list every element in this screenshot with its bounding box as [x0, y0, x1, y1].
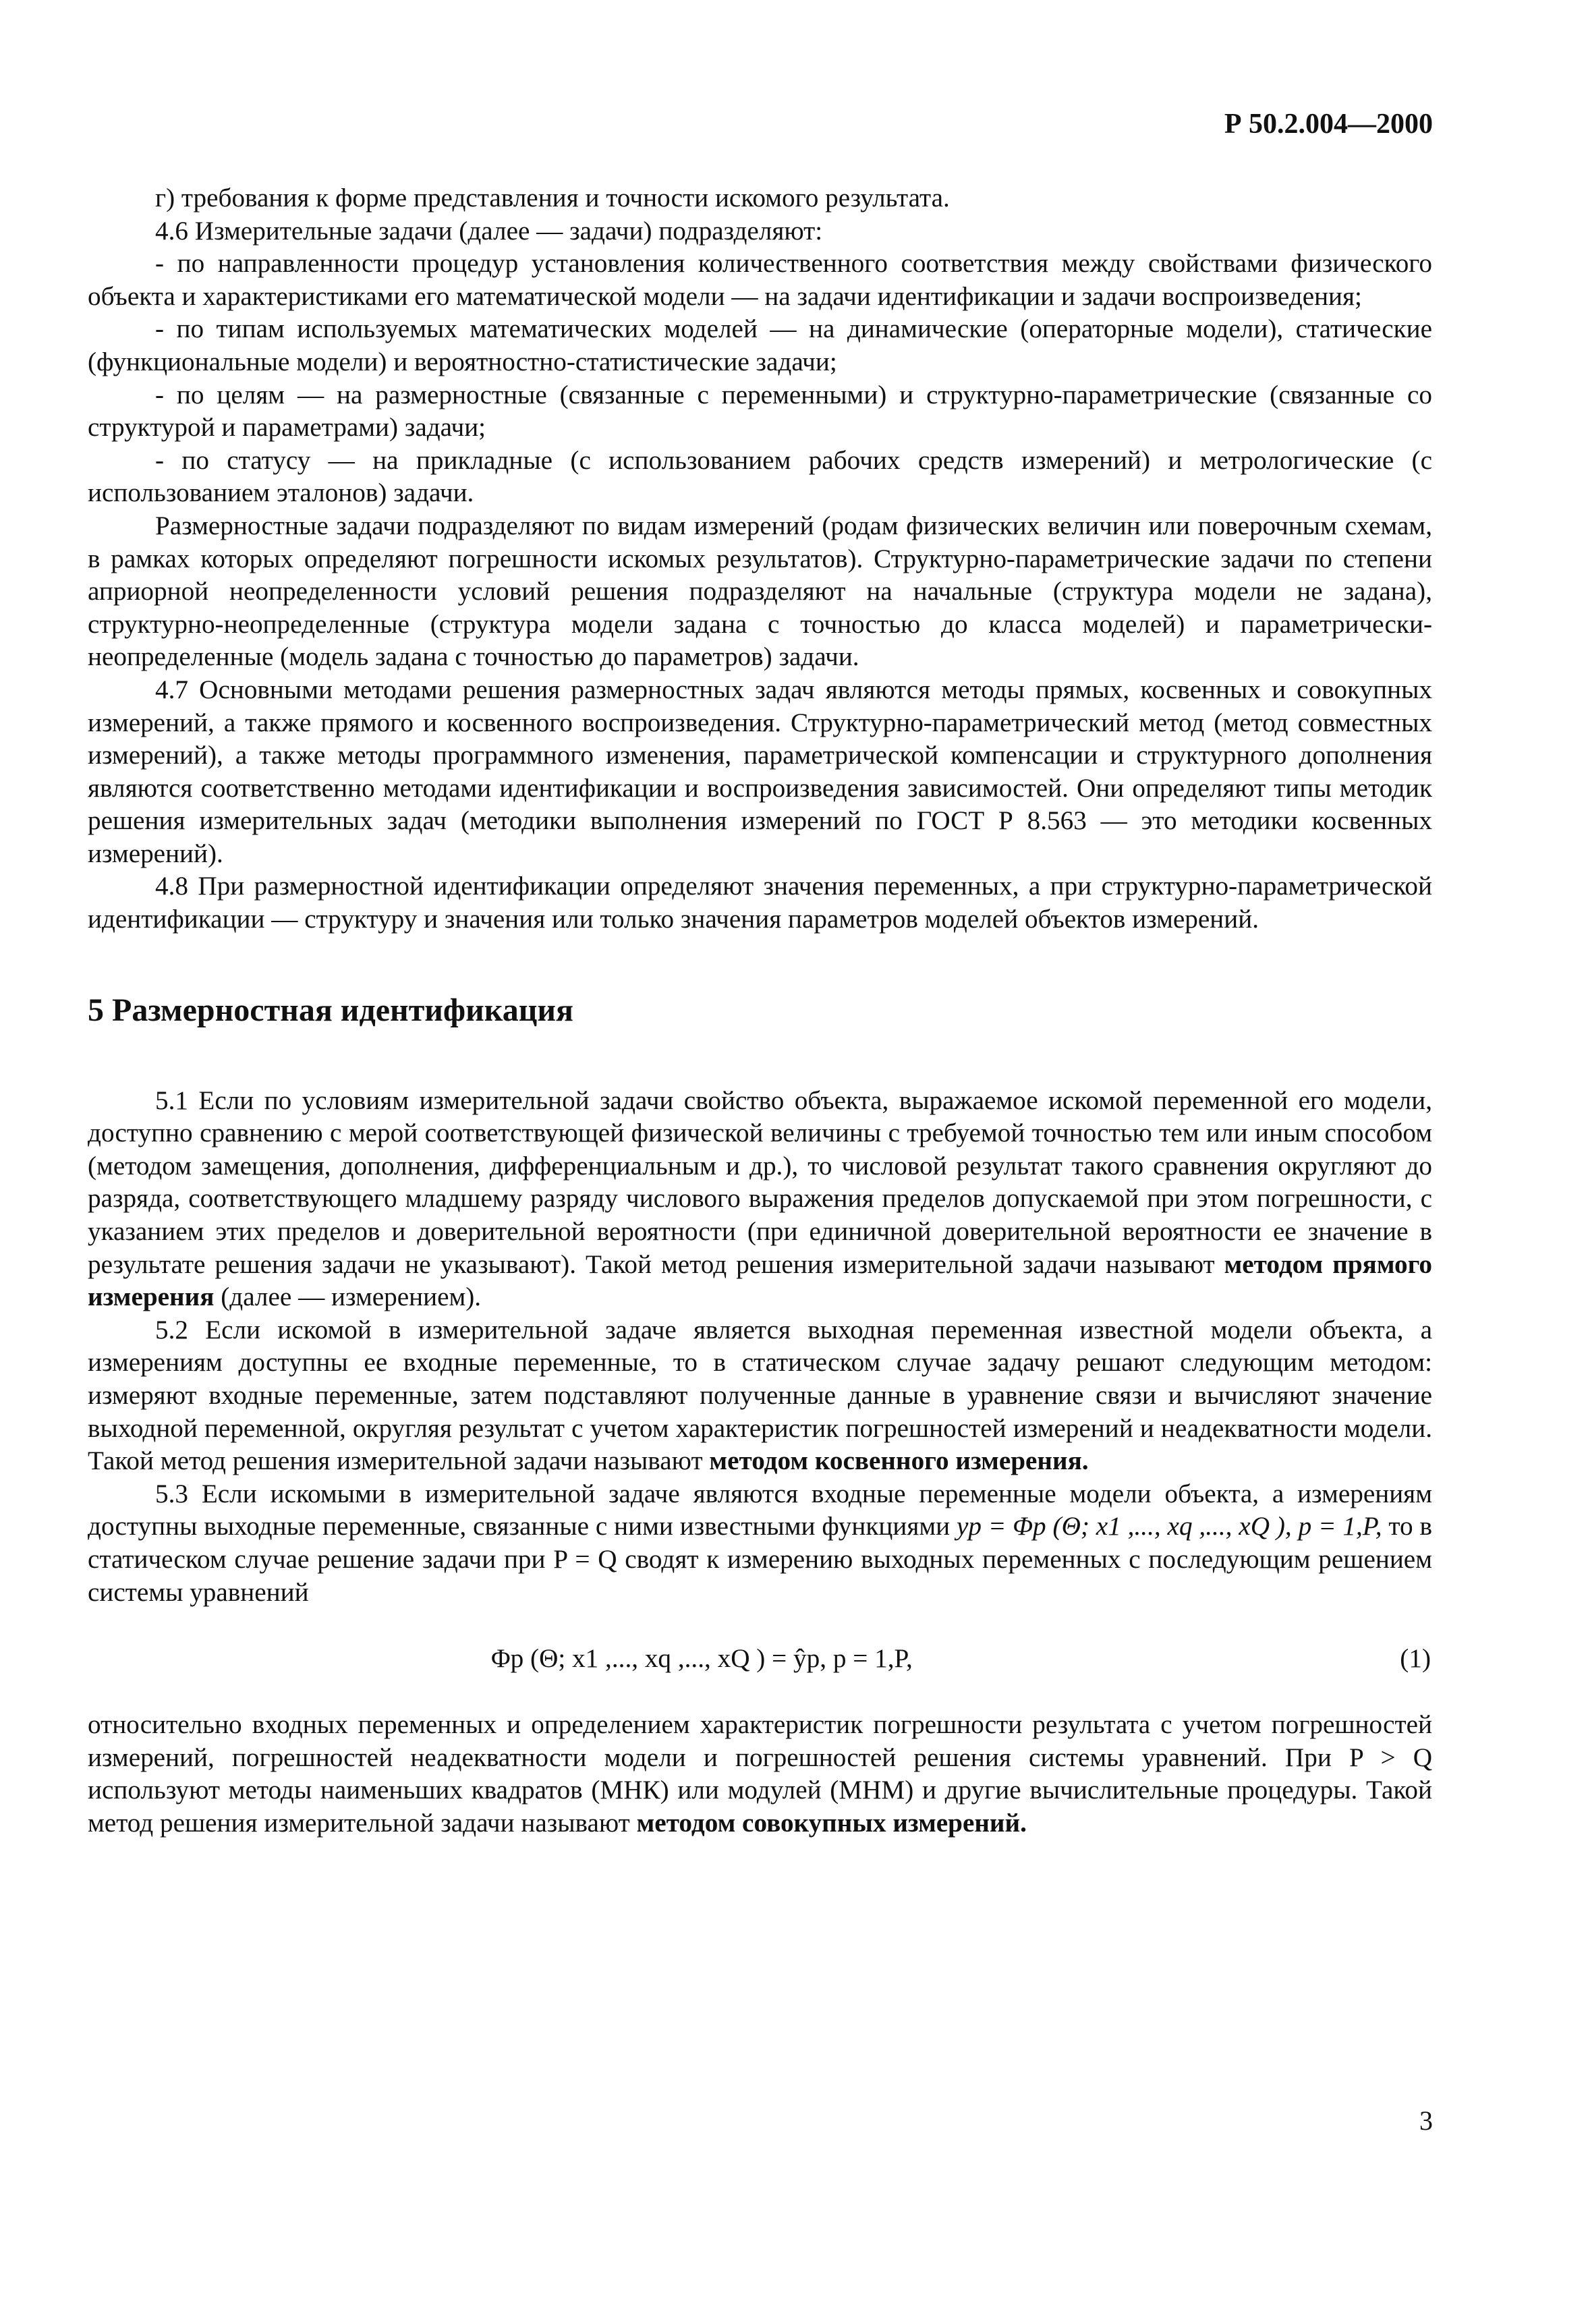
paragraph-dimensional-tasks: Размерностные задачи подразделяют по видам измерений (родам физических величин или поверочным схемам, в рамках которых определяют погрешности искомых результатов). Структурно-параметрические задачи по степени априорной неопределенности условий решения подразделяют на начальные (структура модели не задана), структурно-неопределенные (структура модели задана с точностью до класса моделей) и параметрически-неопределенные (модель задана с точностью до параметров) задачи. [88, 511, 1432, 672]
paragraph-5-3 [88, 1478, 1432, 1609]
paragraph-5-1-text: 5.1 Если по условиям измерительной задачи свойство объекта, выражаемое искомой переменной его модели, доступно сравнению с мерой соответствующей физической величины с требуемой точностью тем или иным способом (методом замещения, дополнения, дифференциальным и др.), то числовой результат такого сравнения округляют до разряда, соответствующего младшему разряду числового выражения пределов допускаемой при этом погрешности, с указанием этих пределов и доверительной вероятности (при единичной доверительной вероятности ее значение в результате решения задачи не указывают). Такой метод решения измерительной задачи называют [88, 1085, 1432, 1279]
paragraph-4-6: 4.6 Измерительные задачи (далее — задачи) подразделяют: [155, 216, 823, 246]
list-item-model-types: - по типам используемых математических моделей — на динамические (операторные модели), статические (функциональные модели) и вероятностно-статистические задачи; [88, 314, 1432, 376]
paragraph-5-2 [88, 1314, 1432, 1478]
paragraph-4-8: 4.8 При размерностной идентификации определяют значения переменных, а при структурно-параметрической идентификации — структуру и значения или только значения параметров моделей объектов измерений. [88, 872, 1432, 934]
document-number: Р 50.2.004—2000 [1224, 109, 1433, 140]
paragraph-5-3-continued [88, 1709, 1432, 1840]
paragraph-5-1 [88, 1085, 1432, 1314]
formula-1: Φp (Θ; x1 ,..., xq ,..., xQ ) = ŷp, p = 1,P, [491, 1644, 913, 1674]
list-item-direction: - по направленности процедур установления количественного соответствия между свойствами физического объекта и характеристиками его математической модели — на задачи идентификации и задачи воспроизведения; [88, 249, 1432, 311]
formula-number: (1) [1400, 1644, 1431, 1674]
formula-row [88, 1622, 1432, 1698]
paragraph-5-1-tail: (далее — измерением). [214, 1282, 482, 1312]
paragraph-5-3-text-1: 5.3 Если искомыми в измерительной задаче являются входные переменные модели объекта, а измерениям доступны выходные переменные, связанные с ними известными функциями [88, 1479, 1432, 1541]
paragraph-5-2-text: 5.2 Если искомой в измерительной задаче является выходная переменная известной модели объекта, а измерениям доступны ее входные переменные, то в статическом случае задачу решают следующим методом: измеряют входные переменные, затем подставляют полученные данные в уравнение связи и вычисляют значение выходной переменной, округляя результат с учетом характеристик погрешностей измерений и неадекватности модели. Такой метод решения измерительной задачи называют [88, 1315, 1432, 1476]
list-item-goals: - по целям — на размерностные (связанные с переменными) и структурно-параметрические (связанные со структурой и параметрами) задачи; [88, 380, 1432, 443]
list-item-status: - по статусу — на прикладные (с использованием рабочих средств измерений) и метрологические (с использованием эталонов) задачи. [88, 445, 1432, 508]
page-number: 3 [1419, 2105, 1433, 2136]
paragraph-4-7: 4.7 Основными методами решения размерностных задач являются методы прямых, косвенных и совокупных измерений, а также прямого и косвенного воспроизведения. Структурно-параметрический метод (метод совместных измерений), а также методы программного изменения, параметрической компенсации и структурного дополнения являются соответственно методами идентификации и воспроизведения зависимостей. Они определяют типы методик решения измерительных задач (методики выполнения измерений по ГОСТ Р 8.563 — это методики косвенных измерений). [88, 675, 1432, 868]
term-aggregate-measurement: методом совокупных измерений. [636, 1808, 1027, 1838]
paragraph-requirements: г) требования к форме представления и точности искомого результата. [155, 183, 950, 212]
term-direct-measurement: методом прямого измерения [88, 1249, 1432, 1312]
inline-formula: yp = Φp (Θ; x1 ,..., xq ,..., xQ ), p = 1,P, [957, 1512, 1382, 1541]
paragraph-5-3-text-3: относительно входных переменных и определением характеристик погрешности результата с учетом погрешностей измерений, погрешностей неадекватности модели и погрешностей решения системы уравнений. При P > Q используют методы наименьших квадратов (МНК) или модулей (МНМ) и другие вычислительные процедуры. Такой метод решения измерительной задачи называют [88, 1710, 1432, 1838]
paragraph-5-3-text-2: то в статическом случае решение задачи при P = Q сводят к измерению выходных переменных с последующим решением системы уравнений [88, 1512, 1432, 1607]
term-indirect-measurement: методом косвенного измерения. [709, 1446, 1089, 1476]
section-heading: 5 Размерностная идентификация [88, 992, 573, 1028]
body-text [88, 182, 1432, 1840]
